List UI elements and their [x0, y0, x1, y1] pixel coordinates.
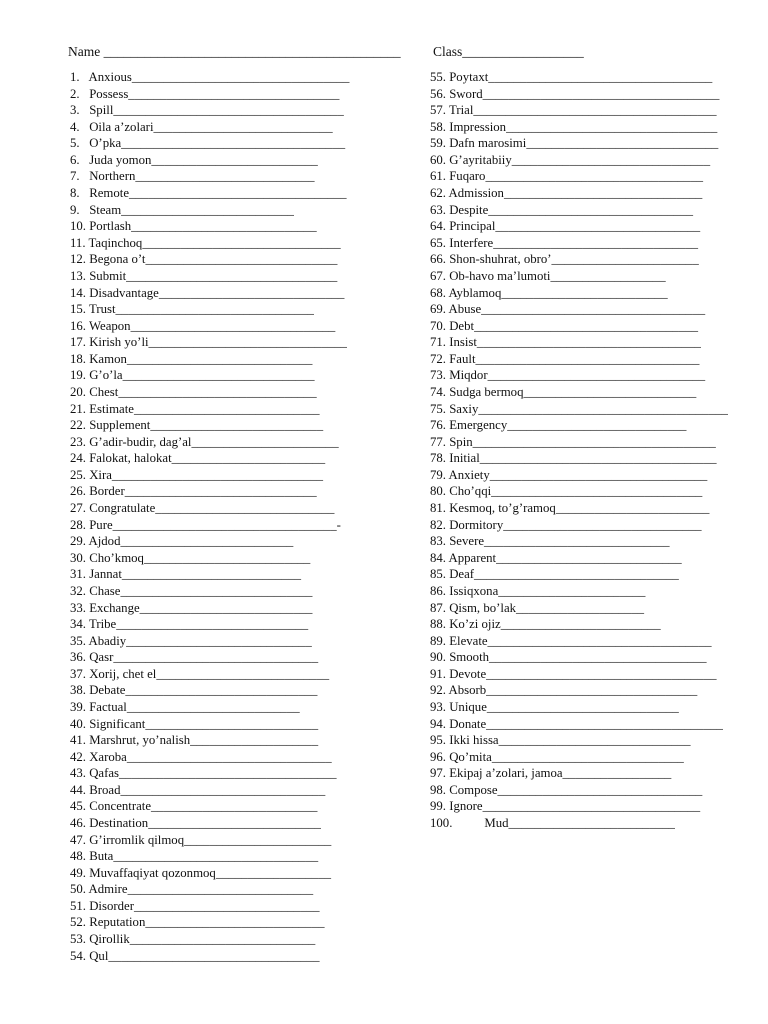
vocabulary-item: 22. Supplement___________________________ — [70, 418, 324, 433]
vocabulary-item: 84. Apparent_____________________________ — [430, 550, 682, 565]
vocabulary-item: 64. Principal________________________________ — [430, 219, 701, 234]
vocabulary-item: 12. Begona o’t______________________________ — [70, 252, 338, 267]
vocabulary-item: 20. Chest_______________________________ — [70, 384, 317, 399]
vocabulary-item: 71. Insist___________________________________ — [430, 335, 701, 350]
vocabulary-item: 8. Remote__________________________________ — [70, 186, 347, 201]
vocabulary-item: 27. Congratulate____________________________ — [70, 501, 335, 516]
vocabulary-item: 55. Poytaxt___________________________________ — [430, 70, 713, 84]
vocabulary-item: 13. Submit_________________________________ — [70, 268, 338, 283]
vocabulary-item: 90. Smooth__________________________________ — [430, 650, 707, 665]
vocabulary-item: 11. Taqinchoq_______________________________ — [70, 235, 341, 250]
vocabulary-item: 36. Qasr________________________________ — [70, 650, 319, 665]
vocabulary-item: 17. Kirish yo’li_______________________________ — [70, 335, 347, 350]
vocabulary-item: 80. Cho’qqi_________________________________ — [430, 484, 703, 499]
vocabulary-item: 32. Chase______________________________ — [70, 583, 313, 598]
vocabulary-item: 98. Compose________________________________ — [430, 782, 703, 797]
vocabulary-item: 42. Xaroba________________________________ — [70, 749, 332, 764]
vocabulary-item: 18. Kamon_____________________________ — [70, 351, 313, 366]
vocabulary-item: 10. Portlash_____________________________ — [70, 219, 317, 234]
vocabulary-item: 54. Qul_________________________________ — [70, 948, 320, 963]
vocabulary-item: 29. Ajdod___________________________ — [70, 534, 294, 549]
vocabulary-item: 97. Ekipaj a’zolari, jamoa_________________ — [430, 766, 672, 781]
vocabulary-item: 93. Unique______________________________ — [430, 699, 679, 714]
vocabulary-item: 25. Xira_________________________________ — [70, 467, 324, 482]
vocabulary-item: 45. Concentrate__________________________ — [70, 799, 318, 814]
vocabulary-item: 88. Ko’zi ojiz_________________________ — [430, 617, 661, 632]
vocabulary-item: 79. Anxiety__________________________________ — [430, 467, 708, 482]
vocabulary-item: 78. Initial_____________________________________ — [430, 451, 717, 466]
vocabulary-item: 100. Mud__________________________ — [430, 816, 675, 831]
vocabulary-item: 1. Anxious__________________________________ — [70, 70, 350, 84]
vocabulary-item: 30. Cho’kmoq__________________________ — [70, 550, 311, 565]
vocabulary-item: 72. Fault___________________________________ — [430, 351, 700, 366]
vocabulary-item: 59. Dafn marosimi______________________________ — [430, 136, 719, 151]
vocabulary-item: 52. Reputation____________________________ — [70, 915, 325, 930]
name-field: Name ____________________________________________ — [68, 44, 401, 59]
vocabulary-item: 47. G’irromlik qilmoq_______________________ — [70, 832, 332, 847]
vocabulary-item: 37. Xorij, chet el___________________________ — [70, 666, 330, 681]
vocabulary-item: 99. Ignore__________________________________ — [430, 799, 701, 814]
vocabulary-item: 26. Border______________________________ — [70, 484, 317, 499]
vocabulary-item: 89. Elevate___________________________________ — [430, 633, 712, 648]
vocabulary-item: 77. Spin______________________________________ — [430, 434, 716, 449]
vocabulary-item: 70. Debt___________________________________ — [430, 318, 699, 333]
vocabulary-item: 96. Qo’mita______________________________ — [430, 749, 684, 764]
vocabulary-item: 51. Disorder_____________________________ — [70, 898, 320, 913]
vocabulary-item: 66. Shon-shuhrat, obro’_______________________ — [430, 252, 699, 267]
vocabulary-item: 9. Steam___________________________ — [70, 202, 294, 217]
vocabulary-item: 56. Sword_____________________________________ — [430, 86, 720, 101]
vocabulary-item: 41. Marshrut, yo’nalish____________________ — [70, 733, 319, 748]
vocabulary-item: 92. Absorb_________________________________ — [430, 683, 698, 698]
vocabulary-item: 19. G’o’la______________________________ — [70, 368, 315, 383]
vocabulary-item: 48. Buta________________________________ — [70, 849, 319, 864]
vocabulary-item: 28. Pure___________________________________- — [70, 517, 341, 532]
vocabulary-item: 21. Estimate_____________________________ — [70, 401, 320, 416]
vocabulary-item: 65. Interfere________________________________ — [430, 235, 698, 250]
vocabulary-item: 4. Oila a’zolari____________________________ — [70, 119, 333, 134]
vocabulary-list-left-column — [70, 69, 370, 964]
vocabulary-item: 44. Broad________________________________ — [70, 782, 326, 797]
vocabulary-item: 95. Ikki hissa______________________________ — [430, 733, 691, 748]
vocabulary-item: 87. Qism, bo’lak____________________ — [430, 600, 644, 615]
vocabulary-item: 31. Jannat____________________________ — [70, 567, 302, 582]
vocabulary-item: 34. Tribe______________________________ — [70, 617, 309, 632]
vocabulary-item: 76. Emergency____________________________ — [430, 418, 687, 433]
vocabulary-item: 67. Ob-havo ma’lumoti__________________ — [430, 268, 666, 283]
vocabulary-item: 86. Issiqxona_______________________ — [430, 583, 646, 598]
vocabulary-item: 39. Factual___________________________ — [70, 699, 300, 714]
vocabulary-item: 69. Abuse___________________________________ — [430, 302, 706, 317]
vocabulary-item: 38. Debate______________________________ — [70, 683, 318, 698]
vocabulary-item: 15. Trust_______________________________ — [70, 302, 314, 317]
vocabulary-item: 81. Kesmoq, to’g’ramoq________________________ — [430, 501, 710, 516]
vocabulary-item: 73. Miqdor__________________________________ — [430, 368, 706, 383]
vocabulary-item: 53. Qirollik_____________________________ — [70, 932, 316, 947]
class-field: Class__________________ — [433, 44, 584, 59]
vocabulary-item: 68. Ayblamoq__________________________ — [430, 285, 668, 300]
vocabulary-item: 75. Saxiy_______________________________________ — [430, 401, 728, 416]
vocabulary-item: 6. Juda yomon__________________________ — [70, 152, 318, 167]
vocabulary-list-right-column — [430, 69, 730, 832]
vocabulary-item: 85. Deaf________________________________ — [430, 567, 679, 582]
vocabulary-item: 16. Weapon________________________________ — [70, 318, 336, 333]
vocabulary-item: 83. Severe_____________________________ — [430, 534, 670, 549]
vocabulary-item: 43. Qafas__________________________________ — [70, 766, 337, 781]
vocabulary-item: 40. Significant___________________________ — [70, 716, 319, 731]
vocabulary-item: 57. Trial______________________________________ — [430, 103, 717, 118]
vocabulary-item: 61. Fuqaro__________________________________ — [430, 169, 703, 184]
vocabulary-item: 7. Northern____________________________ — [70, 169, 315, 184]
vocabulary-item: 63. Despite________________________________ — [430, 202, 694, 217]
vocabulary-item: 50. Admire_____________________________ — [70, 882, 314, 897]
vocabulary-item: 2. Possess_________________________________ — [70, 86, 340, 101]
vocabulary-item: 74. Sudga bermoq___________________________ — [430, 384, 697, 399]
vocabulary-item: 46. Destination___________________________ — [70, 816, 321, 831]
vocabulary-item: 33. Exchange___________________________ — [70, 600, 313, 615]
vocabulary-item: 58. Impression_________________________________ — [430, 119, 718, 134]
vocabulary-item: 94. Donate_____________________________________ — [430, 716, 723, 731]
vocabulary-item: 3. Spill____________________________________ — [70, 103, 344, 118]
vocabulary-item: 60. G’ayritabiiy_______________________________ — [430, 152, 711, 167]
worksheet-header — [68, 42, 688, 62]
vocabulary-item: 35. Abadiy_____________________________ — [70, 633, 312, 648]
vocabulary-item: 82. Dormitory_______________________________ — [430, 517, 702, 532]
vocabulary-item: 62. Admission_______________________________ — [430, 186, 703, 201]
vocabulary-item: 24. Falokat, halokat________________________ — [70, 451, 326, 466]
vocabulary-item: 49. Muvaffaqiyat qozonmoq__________________ — [70, 865, 332, 880]
vocabulary-item: 14. Disadvantage_____________________________ — [70, 285, 345, 300]
vocabulary-item: 23. G’adir-budir, dag’al_______________________ — [70, 434, 339, 449]
vocabulary-item: 5. O’pka___________________________________ — [70, 136, 346, 151]
vocabulary-item: 91. Devote____________________________________ — [430, 666, 717, 681]
